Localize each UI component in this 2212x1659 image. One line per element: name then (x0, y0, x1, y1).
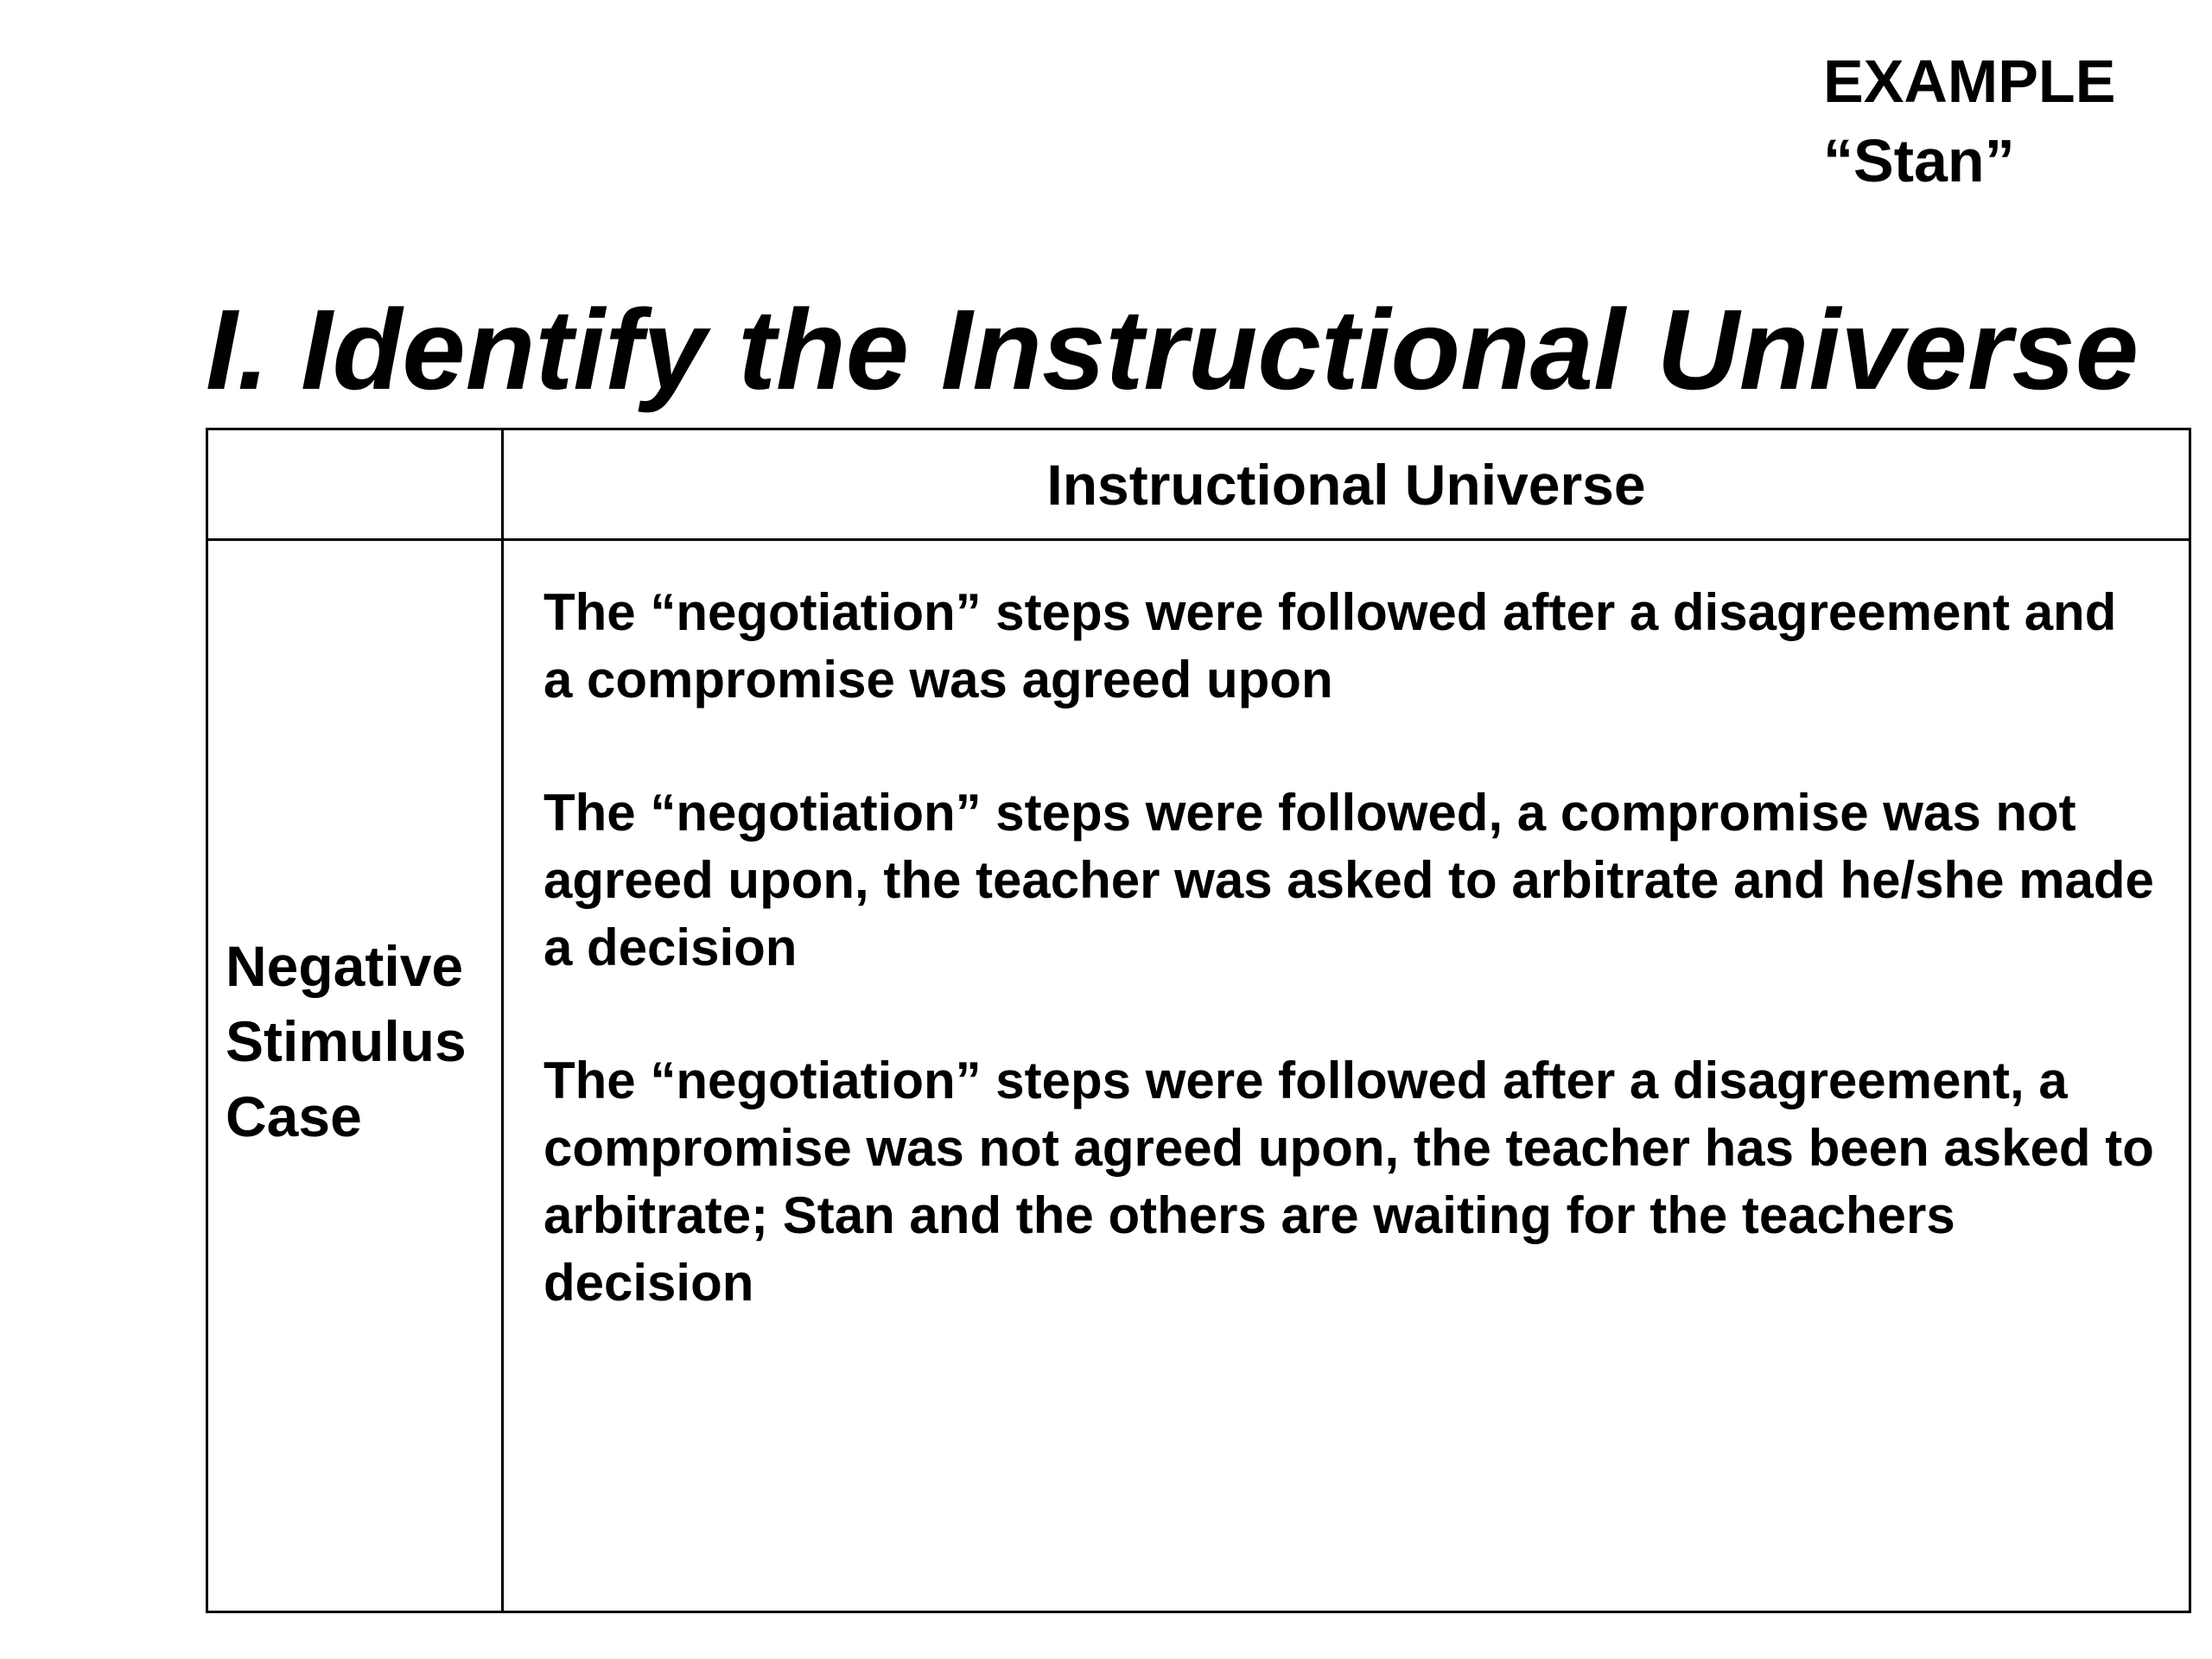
row-label-negative-stimulus-case (207, 540, 503, 1612)
table-header-row (207, 429, 2190, 540)
instructional-universe-table (206, 428, 2191, 1613)
case-item-2: The “negotiation” steps were followed, a compromise was not agreed upon, the teacher was asked to arbitrate and he/she made a decision (543, 784, 2154, 976)
example-label-line2: “Stan” (1823, 127, 2015, 194)
header-empty-cell (207, 429, 503, 540)
row-label-line: Case (226, 1084, 362, 1148)
case-item-1: The “negotiation” steps were followed after a disagreement and a compromise was agreed upon (543, 583, 2117, 709)
slide-title: I. Identify the Instructional Universe (206, 286, 2139, 413)
row-label-line: Stimulus (226, 1008, 467, 1073)
header-instructional-universe: Instructional Universe (503, 429, 2190, 540)
example-label (1823, 41, 2115, 200)
row-label-line: Negative (226, 933, 464, 998)
cases-cell (503, 540, 2190, 1612)
table-row (207, 540, 2190, 1612)
case-item-3: The “negotiation” steps were followed after a disagreement, a compromise was not agreed upon, the teacher has been asked to arbitrate; Stan and the others are waiting for the teachers decision (543, 1052, 2154, 1312)
example-label-line1: EXAMPLE (1823, 48, 2116, 115)
